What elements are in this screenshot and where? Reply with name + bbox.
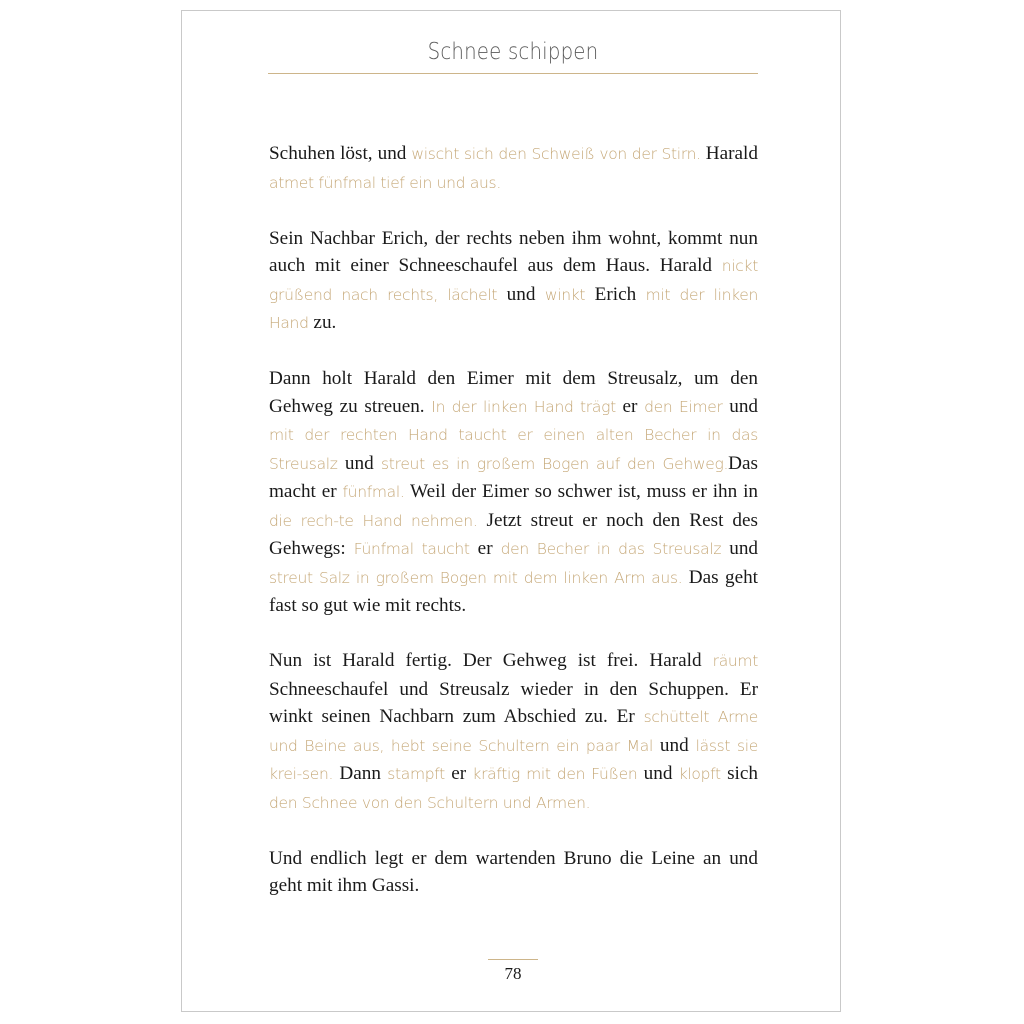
body-text: sich [720,763,758,784]
body-text: zu. [308,312,337,333]
body-text: Das macht er [269,452,759,502]
paragraph [269,647,758,817]
highlighted-text: mit der linken Hand [269,285,759,332]
body-text: er [444,763,473,784]
highlighted-text: den Eimer [644,397,723,416]
highlighted-text: wischt sich den Schweiß von der Stirn. [411,145,701,163]
body-text: Schuhen löst, und [269,143,412,164]
body-text: Jetzt streut er noch den Rest des Gehwegs: [269,509,758,559]
page-number: 78 [504,964,522,983]
highlighted-text: fünfmal. [342,483,405,501]
highlighted-text: den Schnee von den Schultern und Armen. [269,793,591,812]
highlighted-text: schüttelt Arme und Beine aus, hebt seine Schultern ein paar Mal [269,708,758,755]
highlighted-text: klopft [678,765,721,783]
paragraph [269,140,758,197]
body-text: er [615,395,645,417]
highlighted-text: lässt sie krei-sen. [269,736,758,783]
highlighted-text: mit der rechten Hand taucht er einen alten Becher in das Streusalz [269,426,758,473]
highlighted-text: räumt [712,652,758,670]
body-text: und [497,283,545,305]
body-text: Nun ist Harald fertig. Der Gehweg ist frei. Harald [269,650,713,671]
paragraph [269,365,758,620]
body-text: Dann [333,763,388,784]
body-text: Und endlich legt er dem wartenden Bruno die Leine an und geht mit ihm Gassi. [269,847,758,896]
footer-divider [488,959,538,960]
paragraph [269,845,758,900]
page-body [269,140,758,927]
body-text: und [337,452,382,474]
body-text: Weil der Eimer so schwer ist, muss er ihn in [404,481,758,502]
book-page [181,10,841,1012]
body-text: Harald [700,143,758,164]
body-text: Schneeschaufel und Streusalz wieder in den Schuppen. Er winkt seinen Nachbarn zum Abschied zu. Er [269,678,758,727]
highlighted-text: nickt grüßend nach rechts, lächelt [269,257,758,304]
body-text: und [721,538,759,559]
highlighted-text: kräftig mit den Füßen [472,765,638,783]
highlighted-text: den Becher in das Streusalz [500,540,722,558]
highlighted-text: winkt [544,285,586,304]
highlighted-text: In der linken Hand trägt [431,397,616,416]
paragraph [269,225,758,338]
body-text: und [637,763,679,784]
title-divider [268,73,758,74]
body-text: Dann holt Harald den Eimer mit dem Streusalz, um den Gehweg zu streuen. [269,368,758,417]
body-text: und [722,395,759,417]
body-text: Erich [585,283,646,305]
highlighted-text: atmet fünfmal tief ein und aus. [269,173,501,192]
highlighted-text: Fünfmal taucht [353,540,470,558]
body-text: er [469,538,501,559]
page-title: Schnee schippen [427,39,599,65]
body-text: Das geht fast so gut wie mit rechts. [269,566,759,616]
body-text: Sein Nachbar Erich, der rechts neben ihm wohnt, kommt nun auch mit einer Schneeschaufel aus dem Haus. Harald [269,227,758,276]
highlighted-text: streut Salz in großem Bogen mit dem linken Arm aus. [269,568,683,587]
highlighted-text: streut es in großem Bogen auf den Gehweg. [381,454,729,473]
highlighted-text: stampft [387,765,445,783]
highlighted-text: die rech-te Hand nehmen. [269,511,478,530]
body-text: und [652,734,696,756]
